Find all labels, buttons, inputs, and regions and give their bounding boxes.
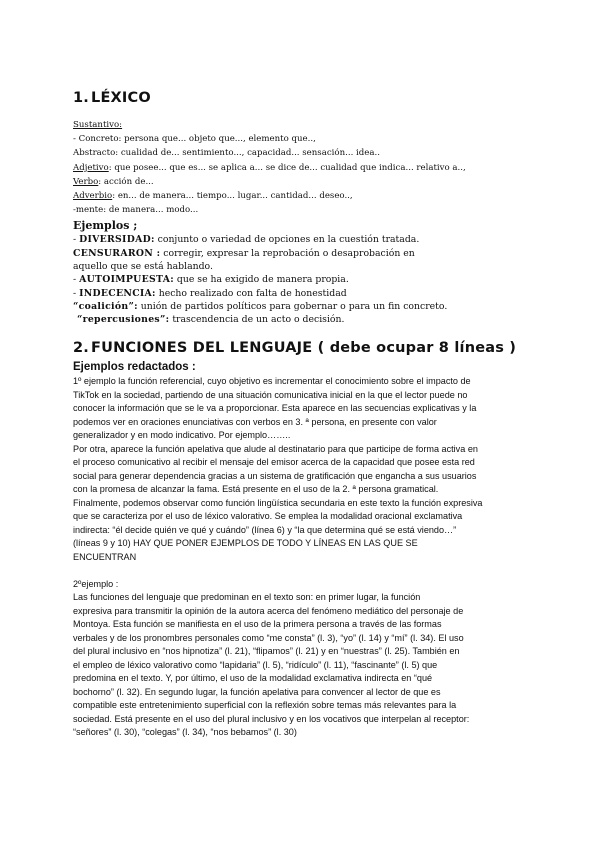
text-line: podemos ver en oraciones enunciativas con verbos en 3. ª persona, en presente con valor (73, 416, 437, 427)
text-line: del plural inclusivo en “nos hipnotiza” (l. 21), “flipamos” (l. 21) y en “nuestras” (l. 25). También en (73, 646, 460, 657)
example-row: - AUTOIMPUESTA: que se ha exigido de manera propia. (73, 274, 349, 286)
examples-title: Ejemplos ; (73, 219, 138, 233)
text-line: sociedad. Está presente en el uso del plural inclusivo y en los vocativos que interpelan al receptor: (73, 713, 470, 724)
category-row: Verbo: acción de... (73, 176, 154, 187)
text-line: verbales y de los pronombres personales como “me consta” (l. 3), “yo” (l. 14) y “mí” (l. 34). El uso (73, 632, 464, 643)
example-row: CENSURARON : corregir, expresar la reprobación o desaprobación en (73, 247, 415, 259)
example-term: “coalición”: (73, 300, 138, 312)
category-label: - Concreto: (73, 134, 122, 145)
text-line: generalizador y en modo indicativo. Por ejemplo…….. (73, 430, 291, 441)
text-line: el proceso comunicativo al recibir el mensaje del emisor acerca de la capacidad que posee esta red (73, 457, 475, 468)
text-line: Montoya. Esta función se manifiesta en el uso de la primera persona a través de las formas (73, 619, 442, 630)
example-row: - INDECENCIA: hecho realizado con falta de honestidad (73, 287, 347, 299)
example-row: - DIVERSIDAD: conjunto o variedad de opciones en la cuestión tratada. (73, 234, 420, 246)
text-line: compatible este entretenimiento superficial con la reflexión sobre temas más relevantes para la (73, 700, 457, 711)
section-1-number: 1. (73, 90, 89, 106)
lexico-examples (73, 233, 530, 326)
category-label: Sustantivo: (73, 120, 123, 130)
section-1-title: LÉXICO (91, 90, 151, 106)
example-1-paragraph (73, 375, 530, 564)
text-line: expresiva para transmitir la opinión de la autora acerca del fenómeno mediático del personaje de (73, 605, 464, 616)
category-row: Abstracto: cualidad de... sentimiento..., capacidad... sensación... idea.. (73, 148, 380, 159)
category-label: Verbo (73, 176, 99, 187)
text-line: TikTok en la sociedad, partiendo de una situación comunicativa inicial en la que el lector puede no (73, 389, 468, 400)
category-label: Abstracto: (73, 148, 119, 159)
text-line: bochorno” (l. 32). En segundo lugar, la función apelativa para convencer al lector de que es (73, 686, 441, 697)
category-label: Adverbio (73, 190, 113, 201)
example-2-paragraph (73, 578, 530, 740)
category-row: -mente: de manera... modo... (73, 205, 199, 216)
text-line: 1º ejemplo la función referencial, cuyo objetivo es incrementar el conocimiento sobre el impacto de (73, 376, 471, 387)
text-line: Por otra, aparece la función apelativa que alude al destinatario para que participe de forma activa en (73, 443, 478, 454)
category-row: Adverbio: en... de manera... tiempo... lugar... cantidad... deseo.., (73, 190, 353, 201)
text-line: conocer la información que se le va a proporcionar. Esta aparece en las secuencias explicativas y la (73, 403, 477, 414)
example-term: “repercusiones”: (77, 314, 170, 326)
section-2-subtitle: Ejemplos redactados : (73, 361, 196, 374)
category-label: -mente: (73, 205, 107, 216)
text-line: “señores” (l. 30), “colegas” (l. 34), “nos bebamos” (l. 30) (73, 727, 297, 738)
section-2-title: FUNCIONES DEL LENGUAJE ( debe ocupar 8 líneas ) (91, 340, 517, 357)
category-row: - Concreto: persona que... objeto que..., elemento que.., (73, 134, 316, 145)
text-line: Las funciones del lenguaje que predominan en el texto son: en primer lugar, la función (73, 592, 421, 603)
text-line: que se caracteriza por el uso de léxico valorativo. Se emplea la modalidad oracional exclamativa (73, 511, 463, 522)
paragraph-gap (73, 564, 530, 578)
example-term: CENSURARON : (73, 247, 161, 259)
example-row: “coalición”: unión de partidos políticos para gobernar o para un fin concreto. (73, 300, 448, 312)
text-line: (líneas 9 y 10) HAY QUE PONER EJEMPLOS DE TODO Y LÍNEAS EN LAS QUE SE (73, 538, 418, 549)
category-row (73, 118, 530, 132)
text-line: social para generar dependencia gracias a un sistema de gratificación que engancha a sus usuarios (73, 470, 477, 481)
example-row: aquello que se está hablando. (73, 260, 213, 272)
section-1-heading (73, 88, 530, 108)
section-2-number: 2. (73, 340, 89, 357)
text-line: con la promesa de alcanzar la fama. Está presente en el uso de la 2. ª persona gramatical. (73, 484, 439, 495)
text-line: indirecta: “él decide quién ve qué y cuándo” (línea 6) y “la que determina qué se está viendo…” (73, 524, 457, 535)
example-term: AUTOIMPUESTA: (79, 274, 174, 286)
example-term: DIVERSIDAD: (79, 234, 155, 246)
section-2-heading (73, 338, 530, 358)
example-row: “repercusiones”: trascendencia de un acto o decisión. (77, 314, 345, 326)
text-line: ENCUENTRAN (73, 551, 137, 562)
lexico-categories (73, 118, 530, 217)
text-line: Finalmente, podemos observar como función lingüística secundaria en este texto la función expresiva (73, 497, 483, 508)
text-line: 2ºejemplo : (73, 578, 119, 589)
category-row: Adjetivo: que posee... que es... se aplica a... se dice de... cualidad que indica... relativo a.., (73, 162, 466, 173)
category-label: Adjetivo (73, 162, 109, 173)
example-term: INDECENCIA: (79, 287, 156, 299)
text-line: el empleo de léxico valorativo como “lapidaria” (l. 5), “ridículo” (l. 11), “fascinante” (l. 5) que (73, 659, 438, 670)
text-line: predomina en el texto. Y, por último, el uso de la modalidad exclamativa indirecta en “qué (73, 673, 433, 684)
